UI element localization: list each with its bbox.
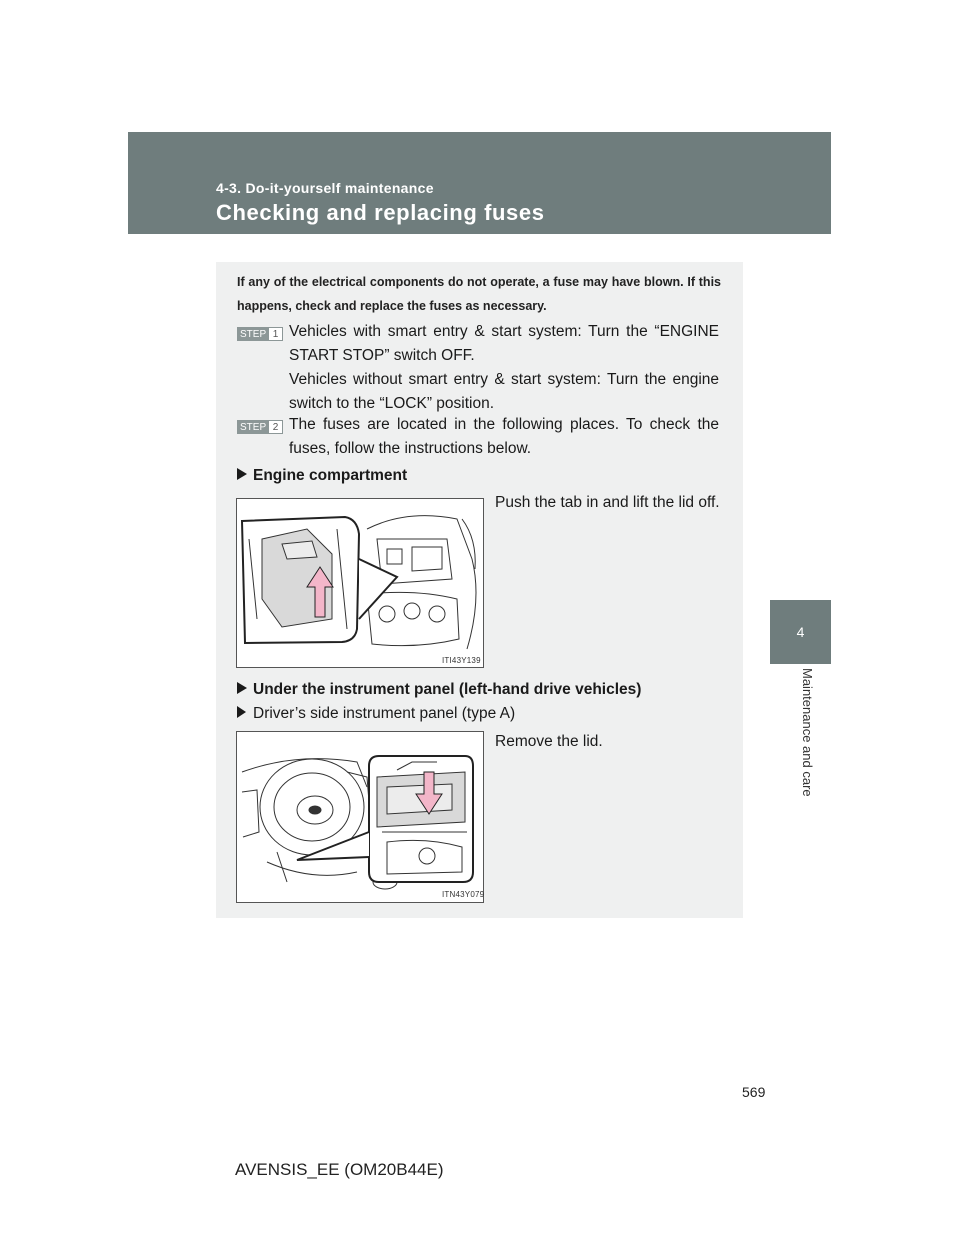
- step-number: 1: [269, 328, 282, 340]
- section-label: 4-3. Do-it-yourself maintenance: [216, 180, 434, 196]
- instrument-panel-heading: [237, 681, 641, 699]
- engine-fuse-box-illustration: [237, 499, 483, 667]
- footer-model-code: AVENSIS_EE (OM20B44E): [235, 1160, 444, 1179]
- step-2-text: The fuses are located in the following places. To check the fuses, follow the instructions below.: [289, 416, 719, 457]
- step-1-text-smart-entry: Vehicles with smart entry & start system: Turn the “ENGINE START STOP” switch OFF.: [289, 323, 719, 364]
- step-1-text-no-smart-entry: Vehicles without smart entry & start system: Turn the engine switch to the “LOCK” position.: [289, 371, 719, 412]
- triangle-bullet-icon: [237, 681, 247, 699]
- chapter-label: Maintenance and care: [800, 668, 815, 797]
- page-title: Checking and replacing fuses: [216, 200, 545, 225]
- step-word: STEP: [240, 328, 267, 340]
- arrow-bullet-icon: [237, 705, 247, 723]
- instrument-panel-illustration: [237, 732, 483, 902]
- heading-label: Engine compartment: [253, 467, 408, 484]
- intro-text: If any of the electrical components do not operate, a fuse may have blown. If this happens, check and replace the fuses as necessary.: [237, 275, 721, 313]
- figure-code: ITI43Y139: [442, 656, 481, 665]
- step-word: STEP: [240, 421, 267, 433]
- triangle-bullet-icon: [237, 467, 247, 485]
- chapter-tab[interactable]: [770, 600, 831, 664]
- sub-heading-label: Driver’s side instrument panel (type A): [253, 705, 516, 722]
- instrument-panel-instruction: Remove the lid.: [495, 733, 603, 750]
- step-number: 2: [269, 421, 282, 433]
- heading-label: Under the instrument panel (left-hand drive vehicles): [253, 681, 642, 698]
- chapter-number: 4: [796, 624, 805, 640]
- instrument-panel-figure: [236, 731, 484, 903]
- engine-compartment-figure: [236, 498, 484, 668]
- driver-side-sub-heading: [237, 705, 515, 723]
- engine-compartment-instruction: Push the tab in and lift the lid off.: [495, 494, 720, 511]
- page-number: 569: [742, 1084, 766, 1100]
- step-2-badge: [237, 420, 283, 434]
- figure-code: ITN43Y079: [442, 890, 485, 899]
- step-1-badge: [237, 327, 283, 341]
- engine-compartment-heading: [237, 467, 407, 485]
